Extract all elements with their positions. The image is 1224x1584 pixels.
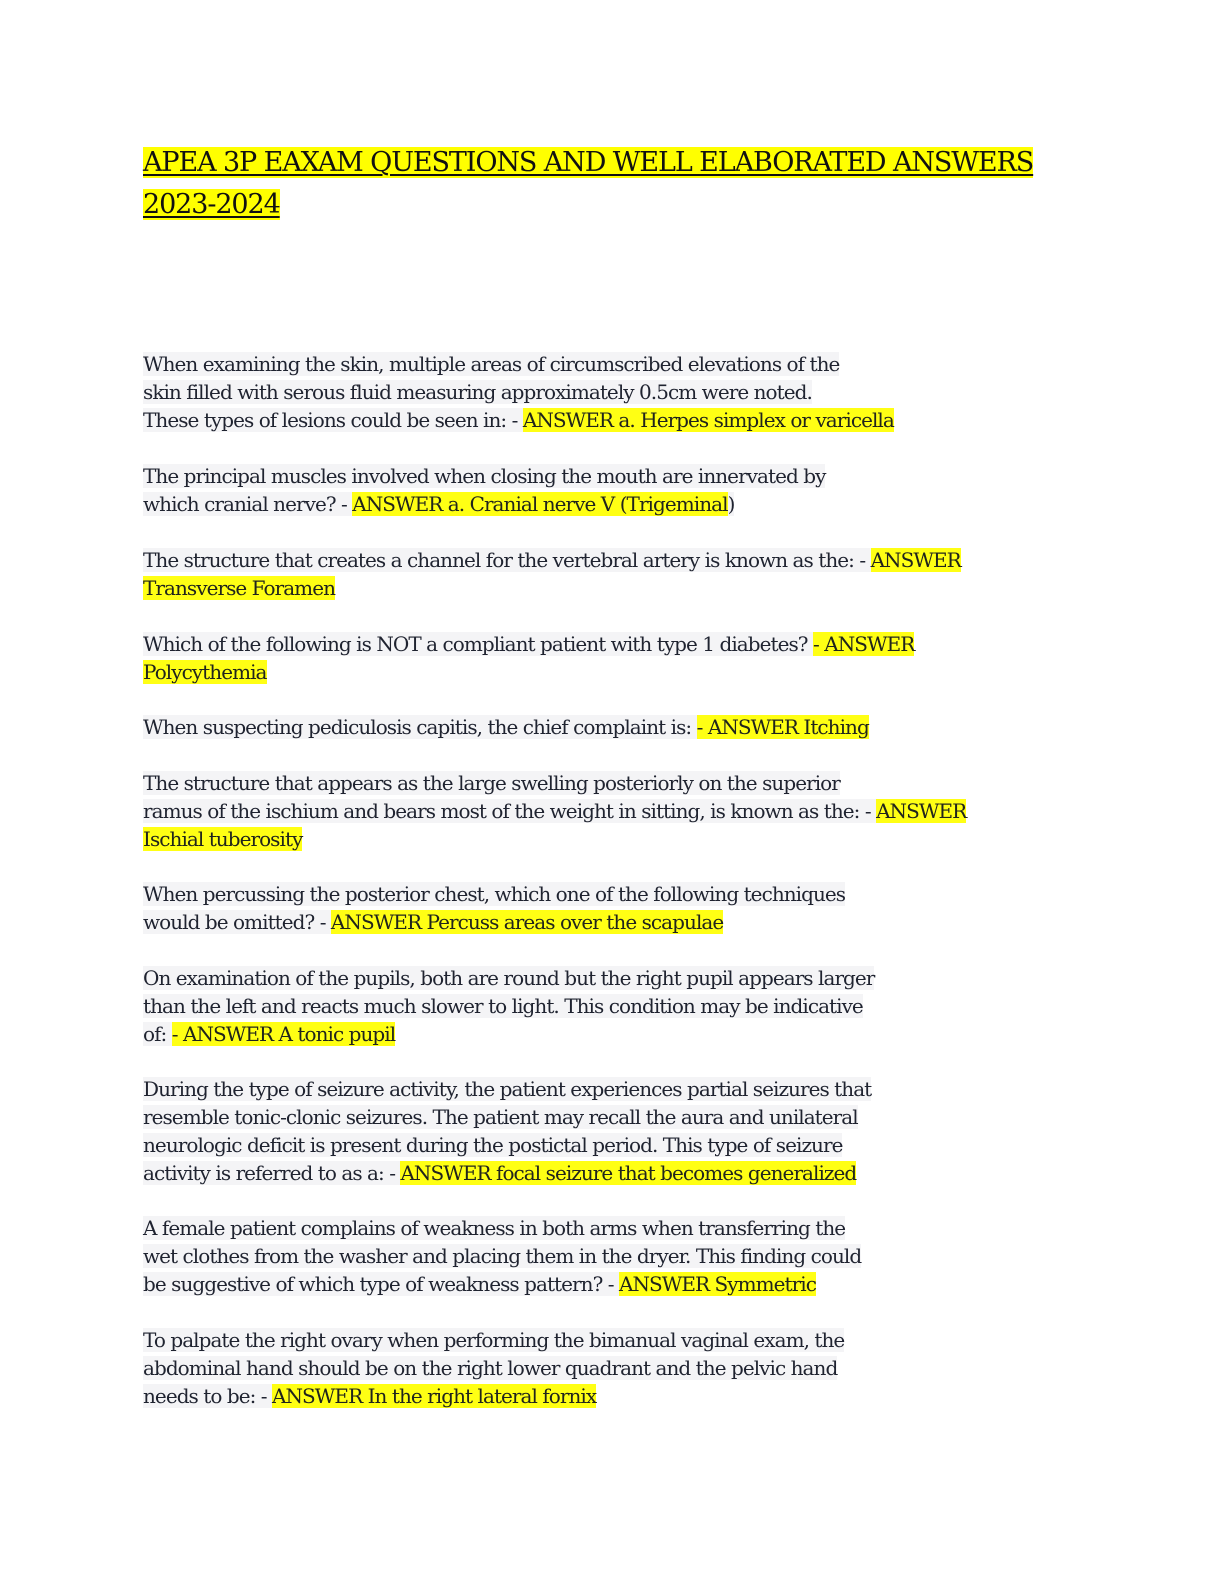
answer-text: Polycythemia (143, 660, 267, 684)
answer-text: ANSWER In the right lateral fornix (272, 1384, 597, 1408)
question-text: Which of the following is NOT a compliant patient with type 1 diabetes? (143, 632, 813, 656)
question-text: neurologic deficit is present during the postictal period. This type of seizure (143, 1133, 843, 1157)
question-text: resemble tonic-clonic seizures. The patient may recall the aura and unilateral (143, 1105, 858, 1129)
question-text: The structure that creates a channel for the vertebral artery is known as the: - (143, 548, 871, 572)
question-text: activity is referred to as a: - (143, 1161, 401, 1185)
answer-text: - ANSWER A tonic pupil (171, 1022, 396, 1046)
answer-text: Ischial tuberosity (143, 827, 303, 851)
question-text: When suspecting pediculosis capitis, the chief complaint is: (143, 715, 697, 739)
document-title (143, 142, 1043, 226)
qa-item-5 (143, 713, 869, 741)
question-text: On examination of the pupils, both are round but the right pupil appears larger (143, 966, 875, 990)
answer-text: ANSWER Percuss areas over the scapulae (330, 910, 724, 934)
question-text: These types of lesions could be seen in: - (143, 408, 523, 432)
qa-item-1 (143, 350, 894, 434)
question-text: skin filled with serous fluid measuring approximately 0.5cm were noted. (143, 380, 812, 404)
question-text: To palpate the right ovary when performing the bimanual vaginal exam, the (143, 1328, 845, 1352)
answer-text: - ANSWER Itching (696, 715, 869, 739)
question-text: ramus of the ischium and bears most of the weight in sitting, is known as the: - (143, 799, 877, 823)
question-text: The principal muscles involved when closing the mouth are innervated by (143, 464, 826, 488)
qa-item-2 (143, 462, 825, 518)
question-text: would be omitted? - (143, 910, 331, 934)
question-text: be suggestive of which type of weakness pattern? - (143, 1272, 619, 1296)
qa-item-8 (143, 964, 874, 1048)
title-line-1: APEA 3P EAXAM QUESTIONS AND WELL ELABORATED ANSWERS (143, 147, 1034, 178)
question-text: which cranial nerve? - (143, 492, 353, 516)
qa-item-6 (143, 769, 966, 853)
qa-item-9 (143, 1075, 871, 1187)
answer-text: ANSWER (876, 799, 967, 823)
qa-item-4 (143, 630, 914, 686)
question-text: A female patient complains of weakness in both arms when transferring the (143, 1216, 846, 1240)
question-text: needs to be: - (143, 1384, 273, 1408)
title-line-2: 2023-2024 (143, 189, 280, 220)
answer-text: ANSWER (870, 548, 961, 572)
question-text: When examining the skin, multiple areas of circumscribed elevations of the (143, 352, 840, 376)
question-text: of: (143, 1022, 172, 1046)
question-text: During the type of seizure activity, the patient experiences partial seizures that (143, 1077, 872, 1101)
answer-text: ANSWER a. Cranial nerve V (Trigeminal (352, 492, 728, 516)
qa-item-3 (143, 546, 961, 602)
qa-item-7 (143, 880, 845, 936)
question-text: than the left and reacts much slower to light. This condition may be indicative (143, 994, 863, 1018)
answer-text: ANSWER Symmetric (618, 1272, 816, 1296)
question-text: wet clothes from the washer and placing them in the dryer. This finding could (143, 1244, 862, 1268)
question-text: abdominal hand should be on the right lower quadrant and the pelvic hand (143, 1356, 838, 1380)
question-text: When percussing the posterior chest, which one of the following techniques (143, 882, 846, 906)
answer-text: - ANSWER (812, 632, 915, 656)
qa-item-10 (143, 1214, 861, 1298)
answer-text: ANSWER a. Herpes simplex or varicella (522, 408, 894, 432)
answer-text: Transverse Foramen (143, 576, 336, 600)
answer-text: ANSWER focal seizure that becomes generalized (400, 1161, 857, 1185)
answer-tail: ) (727, 492, 735, 516)
question-text: The structure that appears as the large swelling posteriorly on the superior (143, 771, 840, 795)
qa-item-11 (143, 1326, 844, 1410)
